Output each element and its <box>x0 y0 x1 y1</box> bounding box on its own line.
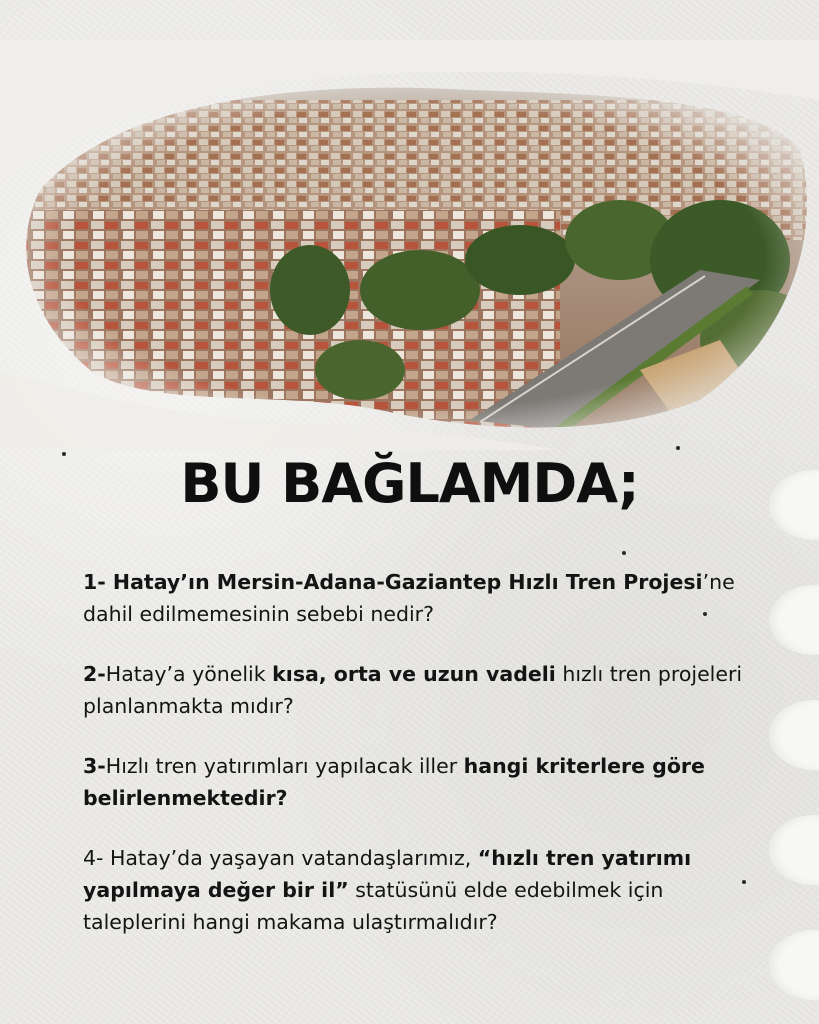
question-2-bold: kısa, orta ve uzun vadeli <box>272 662 556 686</box>
city-aerial-photo <box>0 40 819 450</box>
question-item <box>83 750 743 814</box>
question-2-text-end: hızlı tren projeleri planlanmakta mıdır? <box>83 662 743 718</box>
question-2-number: 2- <box>83 662 106 686</box>
question-4-bold: “hızlı tren yatırımı yapılmaya değer bir il” <box>83 846 692 902</box>
questions-list <box>83 566 743 966</box>
question-2-text: Hatay’a yönelik <box>105 662 273 686</box>
question-1-bold: 1- Hatay’ın Mersin-Adana-Gaziantep Hızlı Tren Projesi <box>83 570 703 594</box>
question-3-bold: hangi kriterlere göre belirlenmektedir? <box>83 754 705 810</box>
question-item <box>83 842 743 938</box>
question-item <box>83 658 743 722</box>
paper-speck <box>622 551 626 555</box>
question-4-text: 4- Hatay’da yaşayan vatandaşlarımız, <box>83 846 478 870</box>
question-4-text-end: statüsünü elde edebilmek için taleplerini hangi makama ulaştırmalıdır? <box>83 878 664 934</box>
question-3-number: 3- <box>83 754 106 778</box>
question-item <box>83 566 743 630</box>
question-3-text: Hızlı tren yatırımları yapılacak iller <box>105 754 464 778</box>
question-1-text: ’ne dahil edilmemesinin sebebi nedir? <box>83 570 735 626</box>
page-heading: BU BAĞLAMDA; <box>180 452 639 515</box>
